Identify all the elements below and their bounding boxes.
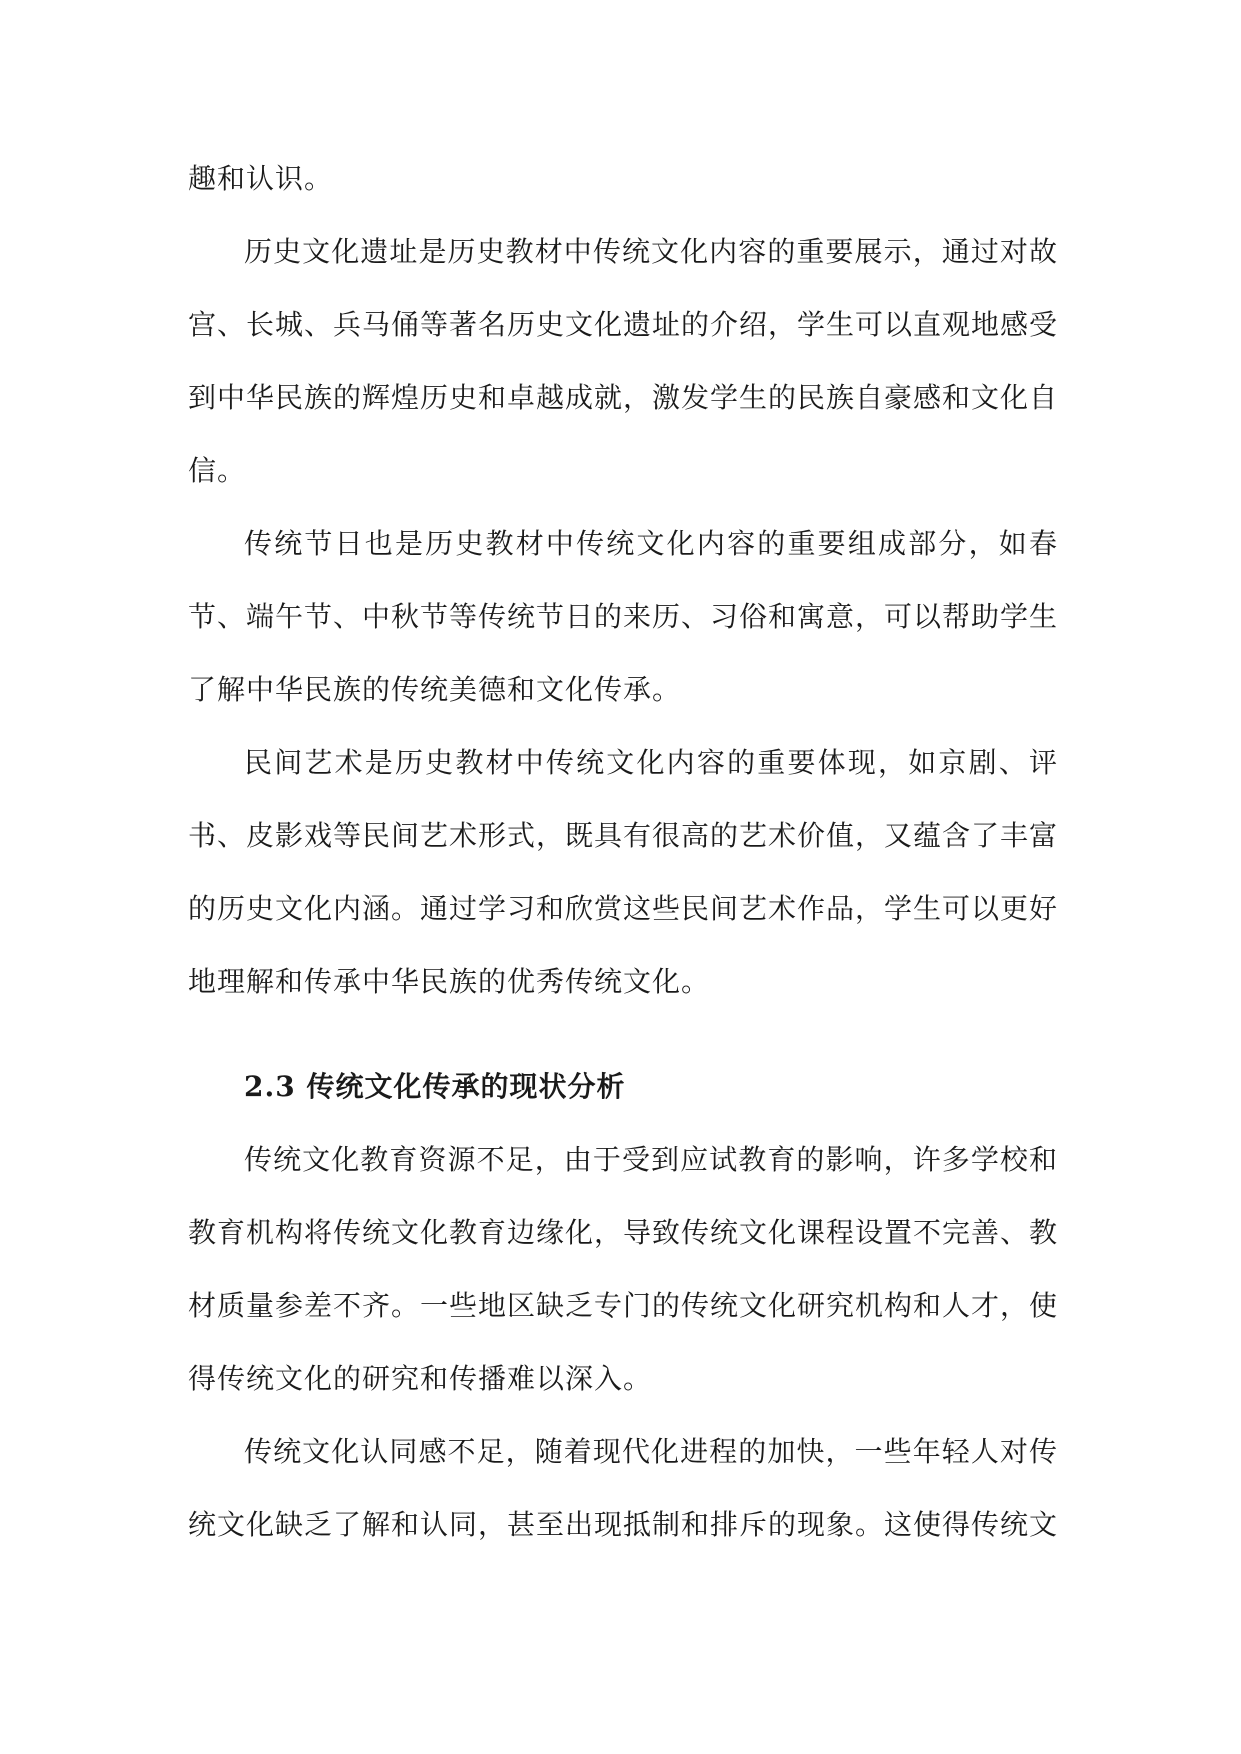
document-body <box>188 142 1058 1561</box>
paragraph-historical-sites: 历史文化遗址是历史教材中传统文化内容的重要展示，通过对故宫、长城、兵马俑等著名历史文化遗址的介绍，学生可以直观地感受到中华民族的辉煌历史和卓越成就，激发学生的民族自豪感和文化自信。 <box>188 235 1059 487</box>
paragraph-traditional-festivals: 传统节日也是历史教材中传统文化内容的重要组成部分，如春节、端午节、中秋节等传统节日的来历、习俗和寓意，可以帮助学生了解中华民族的传统美德和文化传承。 <box>188 527 1059 706</box>
paragraph-continuation: 趣和认识。 <box>188 162 334 195</box>
paragraph-education-resources: 传统文化教育资源不足，由于受到应试教育的影响，许多学校和教育机构将传统文化教育边缘化，导致传统文化课程设置不完善、教材质量参差不齐。一些地区缺乏专门的传统文化研究机构和人才，使得传统文化的研究和传播难以深入。 <box>188 1143 1059 1395</box>
section-heading: 2.3 传统文化传承的现状分析 <box>244 1070 626 1103</box>
paragraph-folk-art: 民间艺术是历史教材中传统文化内容的重要体现，如京剧、评书、皮影戏等民间艺术形式，既具有很高的艺术价值，又蕴含了丰富的历史文化内涵。通过学习和欣赏这些民间艺术作品，学生可以更好地理解和传承中华民族的优秀传统文化。 <box>188 746 1059 998</box>
paragraph-cultural-identity: 传统文化认同感不足，随着现代化进程的加快，一些年轻人对传统文化缺乏了解和认同，甚至出现抵制和排斥的现象。这使得传统文 <box>188 1435 1059 1541</box>
